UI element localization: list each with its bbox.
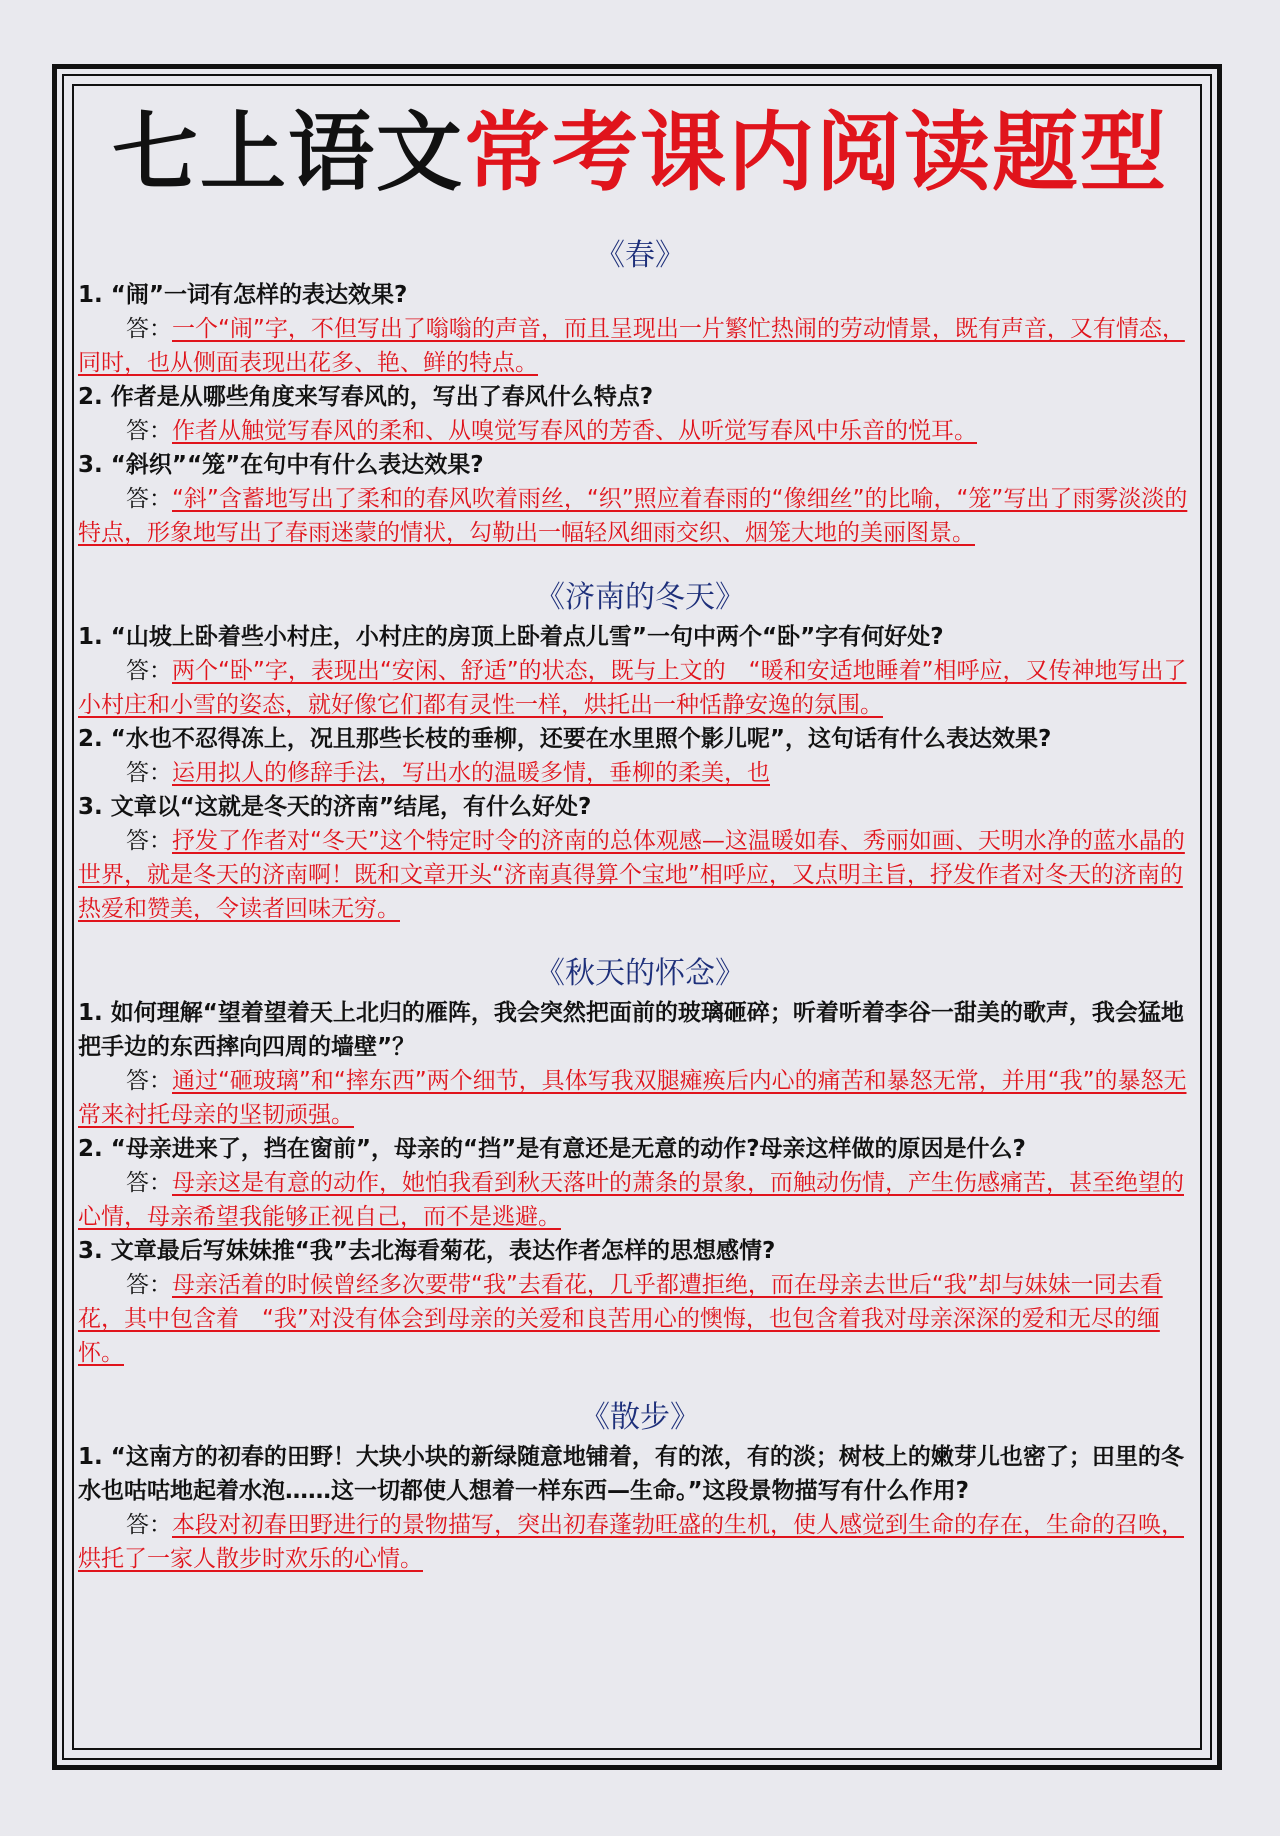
question: 1. “闹”一词有怎样的表达效果?: [78, 282, 408, 308]
title-red-part: 常考课内阅读题型: [464, 102, 1168, 203]
answer-text: 母亲活着的时候曾经多次要带“我”去看花，几乎都遭拒绝，而在母亲去世后“我”却与妹妹一同去看花，其中包含着 “我”对没有体会到母亲的关爱和良苦用心的懊悔，也包含着我对母亲深深的爱和无尽的缅怀。: [78, 1272, 1163, 1366]
section-walk: [78, 1396, 1202, 1576]
section-chun: [78, 234, 1202, 550]
answer: [78, 1064, 1202, 1132]
answer-prefix: 答：: [126, 1170, 172, 1196]
answer: [78, 654, 1202, 722]
question: 2. “母亲进来了，挡在窗前”，母亲的“挡”是有意还是无意的动作?母亲这样做的原因是什么?: [78, 1136, 1026, 1162]
answer-prefix: 答：: [126, 316, 172, 342]
question: 3. 文章以“这就是冬天的济南”结尾，有什么好处?: [78, 794, 592, 820]
answer-prefix: 答：: [126, 1512, 172, 1538]
answer-text: 通过“砸玻璃”和“摔东西”两个细节，具体写我双腿瘫痪后内心的痛苦和暴怒无常，并用“我”的暴怒无常来衬托母亲的坚韧顽强。: [78, 1068, 1187, 1128]
answer-text: 抒发了作者对“冬天”这个特定时令的济南的总体观感—这温暖如春、秀丽如画、天明水净的蓝水晶的世界，就是冬天的济南啊！既和文章开头“济南真得算个宝地”相呼应，又点明主旨，抒发作者对冬天的济南的热爱和赞美，令读者回味无穷。: [78, 828, 1185, 922]
answer-text: 作者从触觉写春风的柔和、从嗅觉写春风的芳香、从听觉写春风中乐音的悦耳。: [172, 418, 977, 444]
section-title: 《济南的冬天》: [535, 580, 745, 615]
answer: [78, 1508, 1202, 1576]
section-title: 《春》: [595, 238, 685, 273]
answer-text: “斜”含蓄地写出了柔和的春风吹着雨丝，“织”照应着春雨的“像细丝”的比喻，“笼”写出了雨雾淡淡的特点，形象地写出了春雨迷蒙的情状，勾勒出一幅轻风细雨交织、烟笼大地的美丽图景。: [78, 486, 1188, 546]
question: 2. “水也不忍得冻上，况且那些长枝的垂柳，还要在水里照个影儿呢”，这句话有什么表达效果?: [78, 726, 1052, 752]
answer: [78, 756, 1202, 790]
answer-prefix: 答：: [126, 828, 172, 854]
title-black-part: 七上语文: [112, 102, 464, 203]
document-content: [78, 96, 1202, 1576]
question: 3. 文章最后写妹妹推“我”去北海看菊花，表达作者怎样的思想感情?: [78, 1238, 776, 1264]
answer-prefix: 答：: [126, 1272, 172, 1298]
answer-text: 母亲这是有意的动作，她怕我看到秋天落叶的萧条的景象，而触动伤情，产生伤感痛苦，甚至绝望的心情，母亲希望我能够正视自己，而不是逃避。: [78, 1170, 1184, 1230]
answer: [78, 482, 1202, 550]
answer-text: 两个“卧”字，表现出“安闲、舒适”的状态，既与上文的 “暖和安适地睡着”相呼应，又传神地写出了小村庄和小雪的姿态，就好像它们都有灵性一样，烘托出一种恬静安逸的氛围。: [78, 658, 1187, 718]
answer: [78, 312, 1202, 380]
answer-text: 本段对初春田野进行的景物描写，突出初春蓬勃旺盛的生机，使人感觉到生命的存在，生命的召唤，烘托了一家人散步时欢乐的心情。: [78, 1512, 1184, 1572]
question: 1. 如何理解“望着望着天上北归的雁阵，我会突然把面前的玻璃砸碎；听着听着李谷一甜美的歌声，我会猛地把手边的东西摔向四周的墙壁”？: [78, 1000, 1184, 1060]
page-title: [78, 98, 1202, 208]
answer-prefix: 答：: [126, 658, 172, 684]
section-title: 《秋天的怀念》: [535, 956, 745, 991]
section-autumn-memory: [78, 952, 1202, 1370]
answer-text: 一个“闹”字，不但写出了嗡嗡的声音，而且呈现出一片繁忙热闹的劳动情景，既有声音，又有情态，同时，也从侧面表现出花多、艳、鲜的特点。: [78, 316, 1185, 376]
section-jinan-winter: [78, 576, 1202, 926]
answer: [78, 1268, 1202, 1370]
answer-text: 运用拟人的修辞手法，写出水的温暖多情，垂柳的柔美，也: [172, 760, 770, 786]
question: 1. “这南方的初春的田野！大块小块的新绿随意地铺着，有的浓，有的淡；树枝上的嫩芽儿也密了；田里的冬水也咕咕地起着水泡……这一切都使人想着一样东西—生命。”这段景物描写有什么作用?: [78, 1444, 1184, 1504]
section-title: 《散步》: [580, 1400, 700, 1435]
answer-prefix: 答：: [126, 1068, 172, 1094]
answer: [78, 1166, 1202, 1234]
question: 1. “山坡上卧着些小村庄，小村庄的房顶上卧着点儿雪”一句中两个“卧”字有何好处?: [78, 624, 944, 650]
answer: [78, 414, 1202, 448]
answer: [78, 824, 1202, 926]
question: 2. 作者是从哪些角度来写春风的，写出了春风什么特点?: [78, 384, 654, 410]
question: 3. “斜织”“笼”在句中有什么表达效果?: [78, 452, 484, 478]
answer-prefix: 答：: [126, 760, 172, 786]
answer-prefix: 答：: [126, 418, 172, 444]
answer-prefix: 答：: [126, 486, 172, 512]
